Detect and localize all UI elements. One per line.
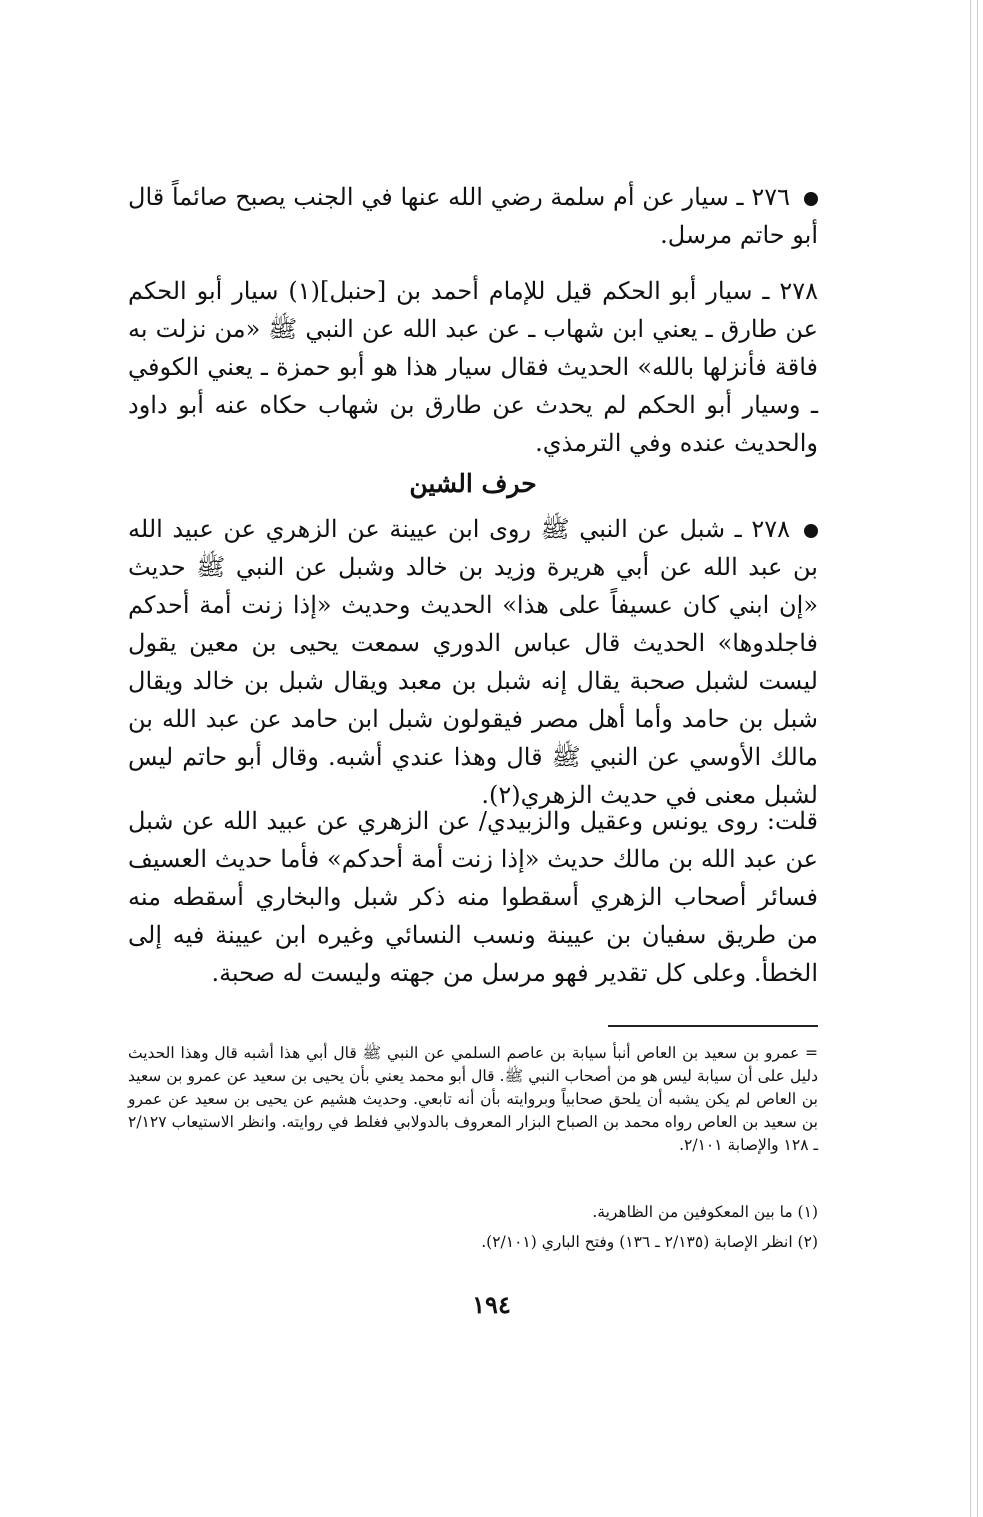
commentary-text: قلت: روى يونس وعقيل والزبيدي/ عن الزهري عن عبيد الله عن شبل عن عبد الله بن مالك حديث «إذا زنت أمة أحدكم» فأما حديث العسيف فسائر أصحاب الزهري أسقطوا منه ذكر شبل والبخاري أسقطه منه من طريق سفيان بن عيينة ونسب النسائي وغيره ابن عيينة فيه إلى الخطأ. وعلى كل تقدير فهو مرسل من جهته وليست له صحبة. bbox=[128, 807, 818, 987]
footnote-separator bbox=[608, 1025, 818, 1027]
footnote-2: (٢) انظر الإصابة (٢/١٣٥ ـ ١٣٦) وفتح الباري (٢/١٠١). bbox=[481, 1233, 818, 1251]
bullet-icon bbox=[804, 192, 818, 206]
entry-278-a-text: ٢٧٨ ـ سيار أبو الحكم قيل للإمام أحمد بن [حنبل](١) سيار أبو الحكم عن طارق ـ يعني ابن شهاب ـ عن عبد الله عن النبي ﷺ «من نزلت به فاقة فأنزلها بالله» الحديث فقال سيار هذا هو أبو حمزة ـ يعني الكوفي ـ وسيار أبو الحكم لم يحدث عن طارق بن شهاب حكاه عنه أبو داود والحديث عنده وفي الترمذي. bbox=[128, 277, 819, 457]
entry-276-text: ٢٧٦ ـ سيار عن أم سلمة رضي الله عنها في الجنب يصبح صائماً قال أبو حاتم مرسل. bbox=[128, 183, 818, 249]
page-number: ١٩٤ bbox=[472, 1290, 511, 1319]
footnote-1: (١) ما بين المعكوفين من الظاهرية. bbox=[592, 1203, 818, 1221]
entry-278-b bbox=[128, 510, 818, 814]
entry-278-b-text: ٢٧٨ ـ شبل عن النبي ﷺ روى ابن عيينة عن الزهري عن عبيد الله بن عبد الله عن أبي هريرة وزيد بن خالد وشبل عن النبي ﷺ حديث «إن ابني كان عسيفاً على هذا» الحديث وحديث «إذا زنت أمة أحدكم فاجلدوها» الحديث قال عباس الدوري سمعت يحيى بن معين يقول ليست لشبل صحبة يقال إنه شبل بن معبد ويقال شبل بن خالد ويقال شبل بن حامد وأما أهل مصر فيقولون شبل ابن حامد عن عبد الله بن مالك الأوسي عن النبي ﷺ قال وهذا عندي أشبه. وقال أبو حاتم ليس لشبل معنى في حديث الزهري(٢). bbox=[128, 515, 818, 809]
commentary-paragraph bbox=[128, 802, 818, 992]
footnote-continued: = عمرو بن سعيد بن العاص أنبأ سيابة بن عاصم السلمي عن النبي ﷺ قال أبي هذا أشبه قال وهذا الحديث دليل على أن سيابة ليس هو من أصحاب النبي ﷺ. قال أبو محمد يعني بأن يحيى بن سعيد عن عمرو بن سعيد بن العاص لم يكن يشبه أن يلحق صحابياً وبروايته بأن أنه تابعي. وحديث هشيم عن يحيى بن سعيد عن عمرو بن سعيد بن العاص رواه محمد بن الصباح البزار المعروف بالدولابي فغلط في روايته. وانظر الاستيعاب ٢/١٢٧ ـ ١٢٨ والإصابة ٢/١٠١. bbox=[128, 1044, 818, 1154]
bullet-icon bbox=[804, 524, 818, 538]
section-heading: حرف الشين bbox=[409, 469, 537, 498]
entry-276 bbox=[128, 178, 818, 254]
entry-278-a bbox=[128, 272, 818, 462]
